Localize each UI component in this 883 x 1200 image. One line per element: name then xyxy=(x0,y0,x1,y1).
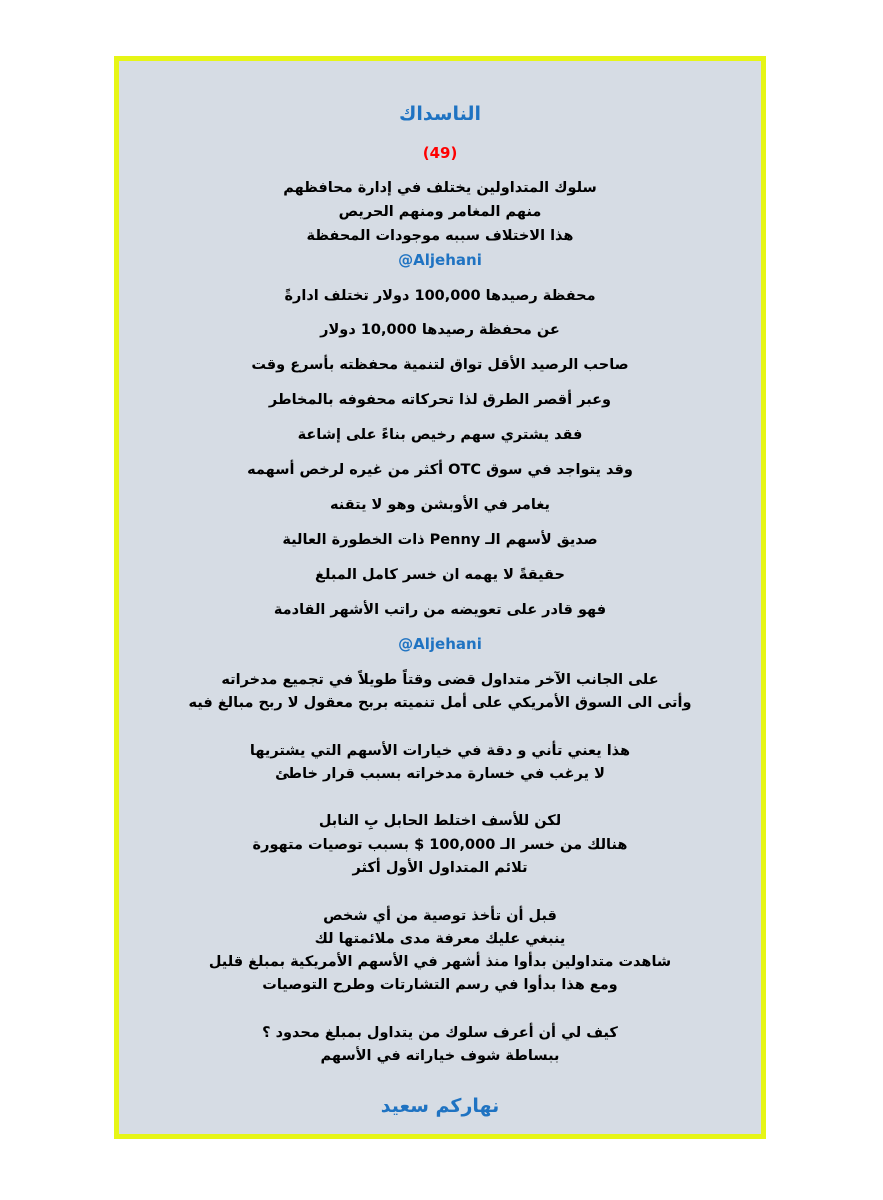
section1-line: فقد يشتري سهم رخيص بناءً على إشاعة xyxy=(297,427,583,443)
intro-line: هذا الاختلاف سببه موجودات المحفظة xyxy=(306,228,574,244)
section2-line: وأتى الى السوق الأمريكي على أمل تنميته بربح معقول لا ربح مبالغ فيه xyxy=(188,695,692,711)
section2-line: لا يرغب في خسارة مدخراته بسبب قرار خاطئ xyxy=(275,766,605,782)
section1-line: محفظة رصيدها 100,000 دولار تختلف ادارةً xyxy=(284,288,596,304)
section2-line: شاهدت متداولين بدأوا منذ أشهر في الأسهم الأمريكية بمبلغ قليل xyxy=(208,954,672,970)
author-handle: @Aljehani xyxy=(398,251,482,269)
section1-line: صديق لأسهم الـ Penny ذات الخطورة العالية xyxy=(282,532,598,548)
post-card xyxy=(114,56,766,1139)
section2-line: ببساطة شوف خياراته في الأسهم xyxy=(320,1048,560,1064)
section2-line: ينبغي عليك معرفة مدى ملائمتها لك xyxy=(314,931,566,947)
section1-line: يغامر في الأوبشن وهو لا يتقنه xyxy=(330,497,550,513)
section2-line: قبل أن تأخذ توصية من أي شخص xyxy=(323,908,557,924)
section1-line: صاحب الرصيد الأقل تواق لتنمية محفظته بأسرع وقت xyxy=(251,357,629,373)
closing-greeting: نهاركم سعيد xyxy=(380,1095,500,1117)
section2-line: لكن للأسف اختلط الحابل بِ النابل xyxy=(318,813,562,829)
author-handle: @Aljehani xyxy=(398,635,482,653)
section1-line: فهو قادر على تعويضه من راتب الأشهر القادمة xyxy=(273,602,607,618)
section2-line: كيف لي أن أعرف سلوك من يتداول بمبلغ محدود ؟ xyxy=(262,1025,618,1041)
intro-line: منهم المغامر ومنهم الحريص xyxy=(338,204,542,220)
post-number: (49) xyxy=(422,144,458,162)
section1-line: حقيقةً لا يهمه ان خسر كامل المبلغ xyxy=(315,567,565,583)
intro-line: سلوك المتداولين يختلف في إدارة محافظهم xyxy=(283,180,597,196)
section2-line: هنالك من خسر الـ 100,000 $ بسبب توصيات متهورة xyxy=(252,837,628,853)
section2-line: تلائم المتداول الأول أكثر xyxy=(352,860,528,876)
section2-line: هذا يعني تأني و دقة في خيارات الأسهم التي يشتريها xyxy=(249,743,631,759)
section1-line: عن محفظة رصيدها 10,000 دولار xyxy=(320,322,560,338)
section2-line: ومع هذا بدأوا في رسم التشارتات وطرح التوصيات xyxy=(262,977,618,993)
section1-line: وعبر أقصر الطرق لذا تحركاته محفوفه بالمخاطر xyxy=(268,392,612,408)
post-title: الناسداك xyxy=(398,103,482,125)
section1-line: وقد يتواجد في سوق OTC أكثر من غيره لرخص أسهمه xyxy=(247,462,633,478)
section2-line: على الجانب الآخر متداول قضى وقتاً طويلاً في تجميع مدخراته xyxy=(221,672,659,688)
